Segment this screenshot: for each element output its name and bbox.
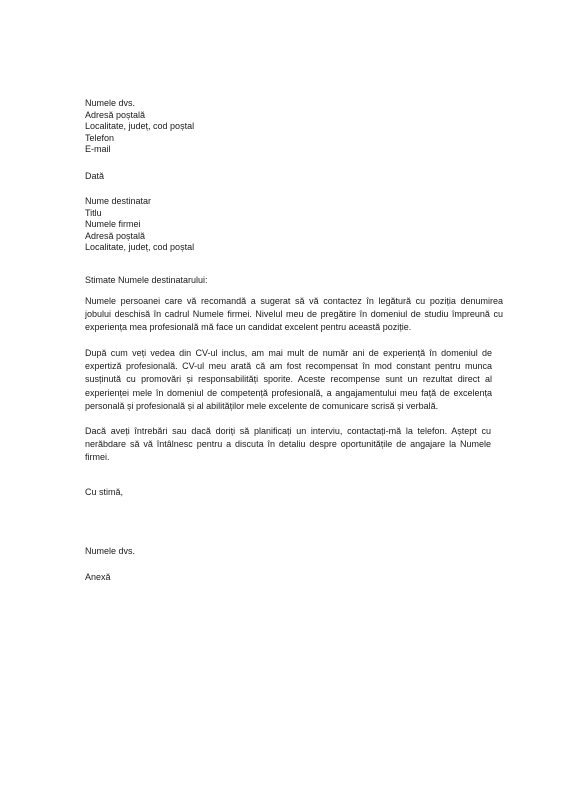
paragraph-line: După cum veți vedea din CV-ul inclus, am mai mult de număr ani de experiență în domeniul de xyxy=(85,348,492,358)
sender-email: E-mail xyxy=(85,144,111,155)
paragraph-2 xyxy=(85,347,492,413)
recipient-company: Numele firmei xyxy=(85,219,141,230)
paragraph-line: firmei. xyxy=(85,452,110,463)
paragraph-line: experiența mea profesională mă face un candidat excelent pentru această poziție. xyxy=(85,322,412,333)
paragraph-1 xyxy=(85,295,503,335)
letter-date: Dată xyxy=(85,171,105,181)
recipient-address-block xyxy=(85,196,485,254)
recipient-title: Titlu xyxy=(85,207,102,218)
closing: Cu stimă, xyxy=(85,487,124,497)
recipient-city-county-zip: Localitate, județ, cod poștal xyxy=(85,242,195,253)
sender-name: Numele dvs. xyxy=(85,98,136,108)
sender-postal-address: Adresă poștală xyxy=(85,109,146,120)
paragraph-line: susținută cu promovări și responsabilități sporite. Aceste recompense sunt un rezultat direct al xyxy=(85,374,492,385)
recipient-name: Nume destinatar xyxy=(85,196,152,206)
paragraph-3 xyxy=(85,425,491,465)
paragraph-line: Numele persoanei care vă recomandă a sugerat să vă contactez în legătură cu poziția denumirea xyxy=(85,296,503,306)
sender-address-block xyxy=(85,98,485,156)
salutation: Stimate Numele destinatarului: xyxy=(85,275,208,285)
paragraph-line: nerăbdare să vă întâlnesc pentru a discuta în detaliu despre oportunitățile de angajare la Numele xyxy=(85,439,491,450)
paragraph-line: experienței mele în domeniul de competență profesională, a angajamentului meu față de excelența xyxy=(85,387,492,398)
sender-phone: Telefon xyxy=(85,132,115,143)
recipient-postal-address: Adresă poștală xyxy=(85,230,146,241)
paragraph-line: Dacă aveți întrebări sau dacă doriți să planificați un interviu, contactați-mă la telefon. Aștept cu xyxy=(85,426,491,436)
paragraph-line: personală și profesională și al abilităților mele excelente de comunicare scrisă și verbală. xyxy=(85,400,439,411)
paragraph-line: jobului deschisă în cadrul Numele firmei. Nivelul meu de pregătire în domeniul de studiu împreună cu xyxy=(85,309,503,320)
paragraph-line: expertiză profesională. CV-ul meu arată că am fost recompensat în mod constant pentru munca xyxy=(85,361,492,372)
signature-name: Numele dvs. xyxy=(85,546,136,556)
attachment-label: Anexă xyxy=(85,572,111,582)
sender-city-county-zip: Localitate, județ, cod poștal xyxy=(85,121,195,132)
